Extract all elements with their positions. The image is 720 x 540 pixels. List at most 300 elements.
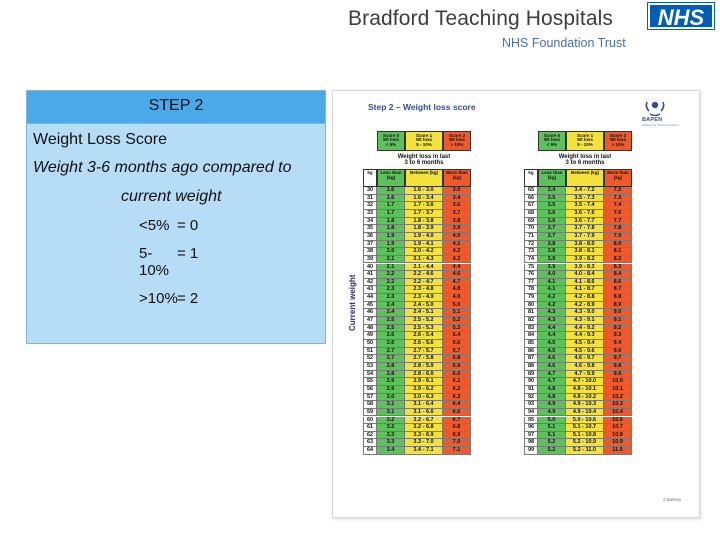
score-range: >10% bbox=[139, 290, 178, 307]
legend-score-1 bbox=[566, 131, 604, 151]
loss-cell: 1.9 bbox=[377, 241, 405, 249]
weight-cell: 38 bbox=[363, 248, 377, 256]
loss-cell: 3.0 - 6.3 bbox=[405, 394, 443, 402]
loss-cell: 3.6 bbox=[538, 210, 566, 218]
table-row bbox=[524, 195, 632, 203]
loss-cell: 3.7 - 7.9 bbox=[566, 233, 604, 241]
loss-cell: 7.4 bbox=[604, 202, 632, 210]
loss-cell: 4.2 - 8.9 bbox=[566, 302, 604, 310]
loss-cell: 5.4 bbox=[443, 332, 471, 340]
loss-cell: 2.1 - 4.3 bbox=[405, 256, 443, 264]
weight-cell: 98 bbox=[524, 439, 538, 447]
weight-cell: 75 bbox=[524, 264, 538, 272]
loss-cell: 3.2 bbox=[377, 424, 405, 432]
legend-score-label: Score 0 bbox=[543, 133, 561, 138]
loss-cell: 3.3 bbox=[377, 439, 405, 447]
loss-cell: 1.6 - 3.0 bbox=[405, 187, 443, 195]
loss-cell: 2.4 - 5.0 bbox=[405, 302, 443, 310]
table-row bbox=[524, 417, 632, 425]
loss-cell: 2.8 - 6.0 bbox=[405, 371, 443, 379]
loss-cell: 5.1 bbox=[443, 309, 471, 317]
loss-cell: 3.4 bbox=[443, 195, 471, 203]
table-row bbox=[363, 447, 471, 455]
legend-line: Wt loss bbox=[609, 137, 626, 143]
table-row bbox=[524, 241, 632, 249]
weight-cell: 86 bbox=[524, 348, 538, 356]
loss-cell: 3.6 - 7.6 bbox=[566, 210, 604, 218]
loss-cell: 9.6 bbox=[604, 348, 632, 356]
table-row bbox=[363, 241, 471, 249]
table-row bbox=[524, 294, 632, 302]
loss-cell: 4.0 bbox=[538, 271, 566, 279]
legend-line: < 5% bbox=[385, 141, 397, 147]
weight-cell: 37 bbox=[363, 241, 377, 249]
loss-cell: 2.5 - 5.2 bbox=[405, 317, 443, 325]
weight-cell: 30 bbox=[363, 187, 377, 195]
loss-cell: 8.9 bbox=[604, 302, 632, 310]
loss-cell: 7.9 bbox=[604, 233, 632, 241]
loss-cell: 9.0 bbox=[604, 309, 632, 317]
legend-line: < 5% bbox=[546, 141, 558, 147]
loss-cell: 2.2 bbox=[377, 279, 405, 287]
loss-cell: 3.5 bbox=[538, 202, 566, 210]
weight-cell: 39 bbox=[363, 256, 377, 264]
loss-cell: 4.7 - 10.0 bbox=[566, 378, 604, 386]
loss-cell: 2.8 bbox=[377, 371, 405, 379]
loss-cell: 4.7 bbox=[538, 371, 566, 379]
loss-cell: 8.2 bbox=[604, 256, 632, 264]
panel-title: Weight Loss Score bbox=[33, 131, 167, 148]
table-row bbox=[524, 340, 632, 348]
loss-cell: 4.5 - 9.4 bbox=[566, 340, 604, 348]
loss-cell: 8.4 bbox=[604, 271, 632, 279]
weight-cell: 48 bbox=[363, 325, 377, 333]
loss-cell: 4.4 - 9.3 bbox=[566, 332, 604, 340]
panel-heading: STEP 2 bbox=[27, 91, 325, 124]
loss-cell: 1.7 - 3.7 bbox=[405, 210, 443, 218]
table-row bbox=[363, 248, 471, 256]
loss-cell: 5.0 - 10.6 bbox=[566, 417, 604, 425]
score-row bbox=[139, 217, 319, 234]
table-heading-line1: Weight loss in last bbox=[558, 154, 612, 160]
weight-cell: 62 bbox=[363, 432, 377, 440]
loss-cell: 4.7 bbox=[443, 279, 471, 287]
loss-cell: 1.6 bbox=[377, 195, 405, 203]
panel-question-line1: Weight 3-6 months ago compared to bbox=[33, 159, 292, 176]
loss-cell: 4.9 bbox=[538, 401, 566, 409]
weight-cell: 85 bbox=[524, 340, 538, 348]
loss-cell: 5.9 bbox=[443, 363, 471, 371]
legend-line: Wt loss bbox=[382, 137, 399, 143]
loss-cell: 3.0 bbox=[377, 394, 405, 402]
loss-cell: 1.8 bbox=[377, 225, 405, 233]
loss-cell: 3.9 - 8.2 bbox=[566, 256, 604, 264]
loss-cell: 4.6 bbox=[538, 355, 566, 363]
loss-cell: 3.4 - 7.1 bbox=[405, 447, 443, 455]
loss-cell: 1.7 - 3.6 bbox=[405, 202, 443, 210]
column-header: kg bbox=[363, 169, 377, 187]
loss-cell: 5.3 bbox=[443, 325, 471, 333]
weight-cell: 90 bbox=[524, 378, 538, 386]
weight-cell: 95 bbox=[524, 417, 538, 425]
loss-cell: 2.3 - 4.8 bbox=[405, 286, 443, 294]
loss-cell: 2.2 - 4.6 bbox=[405, 271, 443, 279]
table-row bbox=[524, 332, 632, 340]
loss-cell: 4.3 bbox=[538, 309, 566, 317]
legend-line: 5 - 10% bbox=[577, 141, 593, 147]
loss-cell: 3.3 - 7.0 bbox=[405, 439, 443, 447]
table-row bbox=[363, 225, 471, 233]
table-row bbox=[524, 325, 632, 333]
legend-line: Wt loss bbox=[576, 137, 593, 143]
loss-cell: 7.2 bbox=[604, 187, 632, 195]
weight-cell: 34 bbox=[363, 218, 377, 226]
table-row bbox=[524, 409, 632, 417]
weight-cell: 99 bbox=[524, 447, 538, 455]
table-row bbox=[363, 218, 471, 226]
loss-cell: 2.2 bbox=[377, 271, 405, 279]
loss-cell: 11.0 bbox=[604, 447, 632, 455]
loss-cell: 3.9 bbox=[443, 225, 471, 233]
nhs-logo: NHS bbox=[648, 3, 714, 29]
loss-cell: 5.2 bbox=[538, 439, 566, 447]
weight-cell: 59 bbox=[363, 409, 377, 417]
weight-loss-chart bbox=[332, 90, 700, 518]
loss-cell: 4.8 bbox=[538, 386, 566, 394]
weight-cell: 57 bbox=[363, 394, 377, 402]
loss-cell: 4.1 - 8.6 bbox=[566, 279, 604, 287]
table-row bbox=[363, 355, 471, 363]
table-row bbox=[524, 248, 632, 256]
loss-cell: 4.5 bbox=[538, 348, 566, 356]
table-row bbox=[363, 439, 471, 447]
loss-cell: 7.8 bbox=[604, 225, 632, 233]
loss-cell: 2.9 - 6.2 bbox=[405, 386, 443, 394]
loss-cell: 3.4 bbox=[538, 187, 566, 195]
bapen-wordmark: BAPEN bbox=[642, 117, 663, 123]
column-header: Between (kg) bbox=[405, 169, 443, 187]
chart-title: Step 2 – Weight loss score bbox=[368, 102, 476, 112]
loss-cell: 5.2 - 11.0 bbox=[566, 447, 604, 455]
loss-cell: 1.7 bbox=[377, 202, 405, 210]
loss-cell: 4.2 bbox=[538, 302, 566, 310]
loss-cell: 2.0 bbox=[377, 248, 405, 256]
loss-cell: 10.0 bbox=[604, 378, 632, 386]
table-row bbox=[524, 271, 632, 279]
loss-cell: 3.2 - 6.8 bbox=[405, 424, 443, 432]
loss-cell: 5.6 bbox=[443, 340, 471, 348]
loss-cell: 2.2 - 4.7 bbox=[405, 279, 443, 287]
loss-cell: 2.6 - 5.4 bbox=[405, 332, 443, 340]
table-heading-line2: 3 to 6 months bbox=[565, 160, 605, 166]
loss-cell: 1.8 bbox=[377, 218, 405, 226]
legend-score-label: Score 1 bbox=[415, 133, 433, 138]
table-row bbox=[524, 394, 632, 402]
table-row bbox=[524, 256, 632, 264]
chart-footer: © BAPEN bbox=[663, 497, 681, 502]
table-row bbox=[363, 187, 471, 195]
loss-cell: 3.9 bbox=[538, 256, 566, 264]
table-row bbox=[363, 309, 471, 317]
loss-cell: 5.1 - 10.8 bbox=[566, 432, 604, 440]
table-row bbox=[363, 401, 471, 409]
axis-label-current-weight: Current weight bbox=[348, 274, 357, 331]
loss-cell: 9.8 bbox=[604, 363, 632, 371]
trust-subtitle: NHS Foundation Trust bbox=[502, 36, 626, 50]
weight-cell: 44 bbox=[363, 294, 377, 302]
loss-cell: 4.6 - 9.7 bbox=[566, 355, 604, 363]
loss-cell: 4.9 - 10.3 bbox=[566, 401, 604, 409]
weight-cell: 96 bbox=[524, 424, 538, 432]
loss-cell: 2.7 bbox=[377, 348, 405, 356]
loss-cell: 1.9 - 4.0 bbox=[405, 233, 443, 241]
table-heading bbox=[538, 154, 632, 166]
loss-cell: 4.4 - 9.2 bbox=[566, 325, 604, 333]
loss-cell: 7.6 bbox=[604, 210, 632, 218]
loss-cell: 5.0 bbox=[538, 417, 566, 425]
weight-cell: 91 bbox=[524, 386, 538, 394]
table-row bbox=[363, 264, 471, 272]
legend-score-2 bbox=[604, 131, 632, 151]
loss-cell: 3.2 - 6.7 bbox=[405, 417, 443, 425]
loss-cell: 3.5 bbox=[538, 195, 566, 203]
loss-cell: 4.5 - 9.6 bbox=[566, 348, 604, 356]
weight-cell: 49 bbox=[363, 332, 377, 340]
table-row bbox=[363, 233, 471, 241]
loss-cell: 3.3 bbox=[377, 432, 405, 440]
table-row bbox=[524, 424, 632, 432]
loss-cell: 4.3 bbox=[538, 317, 566, 325]
weight-cell: 67 bbox=[524, 202, 538, 210]
hospital-title: Bradford Teaching Hospitals bbox=[348, 7, 613, 30]
legend-score-label: Score 2 bbox=[448, 133, 466, 138]
loss-cell: 6.7 bbox=[443, 417, 471, 425]
loss-cell: 4.2 - 8.8 bbox=[566, 294, 604, 302]
loss-cell: 2.1 - 4.4 bbox=[405, 264, 443, 272]
loss-cell: 10.4 bbox=[604, 409, 632, 417]
weight-cell: 46 bbox=[363, 309, 377, 317]
weight-cell: 35 bbox=[363, 225, 377, 233]
loss-cell: 4.1 bbox=[538, 286, 566, 294]
loss-cell: 8.7 bbox=[604, 286, 632, 294]
loss-cell: 2.7 - 5.7 bbox=[405, 348, 443, 356]
weight-cell: 51 bbox=[363, 348, 377, 356]
loss-cell: 3.3 - 6.9 bbox=[405, 432, 443, 440]
weight-cell: 56 bbox=[363, 386, 377, 394]
loss-cell: 3.8 - 8.1 bbox=[566, 248, 604, 256]
weight-cell: 87 bbox=[524, 355, 538, 363]
weight-cell: 58 bbox=[363, 401, 377, 409]
loss-cell: 3.8 bbox=[443, 218, 471, 226]
loss-cell: 10.8 bbox=[604, 432, 632, 440]
loss-cell: 4.4 bbox=[443, 264, 471, 272]
loss-cell: 6.6 bbox=[443, 409, 471, 417]
table-row bbox=[363, 432, 471, 440]
loss-cell: 2.7 bbox=[377, 355, 405, 363]
weight-cell: 43 bbox=[363, 286, 377, 294]
loss-cell: 4.1 bbox=[538, 279, 566, 287]
loss-cell: 5.1 bbox=[538, 432, 566, 440]
loss-cell: 4.8 - 10.2 bbox=[566, 394, 604, 402]
weight-cell: 80 bbox=[524, 302, 538, 310]
weight-cell: 93 bbox=[524, 401, 538, 409]
legend-score-label: Score 1 bbox=[576, 133, 594, 138]
loss-cell: 2.9 bbox=[377, 378, 405, 386]
weight-cell: 78 bbox=[524, 286, 538, 294]
table-row bbox=[363, 371, 471, 379]
loss-cell: 2.4 bbox=[377, 309, 405, 317]
loss-cell: 2.6 - 5.6 bbox=[405, 340, 443, 348]
table-row bbox=[524, 233, 632, 241]
loss-cell: 4.0 bbox=[443, 233, 471, 241]
weight-cell: 76 bbox=[524, 271, 538, 279]
score-value: = 1 bbox=[177, 245, 199, 262]
loss-cell: 3.1 - 6.6 bbox=[405, 409, 443, 417]
table-row bbox=[524, 386, 632, 394]
table-row bbox=[524, 371, 632, 379]
score-row bbox=[139, 290, 319, 307]
loss-cell: 4.0 - 8.4 bbox=[566, 271, 604, 279]
loss-cell: 4.8 bbox=[538, 394, 566, 402]
table-row bbox=[524, 218, 632, 226]
weight-cell: 97 bbox=[524, 432, 538, 440]
weight-cell: 88 bbox=[524, 363, 538, 371]
weight-cell: 66 bbox=[524, 195, 538, 203]
loss-cell: 4.6 - 9.8 bbox=[566, 363, 604, 371]
loss-cell: 6.9 bbox=[443, 432, 471, 440]
table-row bbox=[524, 439, 632, 447]
loss-cell: 2.9 bbox=[377, 386, 405, 394]
loss-cell: 6.3 bbox=[443, 394, 471, 402]
table-row bbox=[363, 302, 471, 310]
weight-cell: 45 bbox=[363, 302, 377, 310]
table-row bbox=[363, 340, 471, 348]
loss-cell: 3.4 - 7.2 bbox=[566, 187, 604, 195]
loss-cell: 4.6 bbox=[538, 363, 566, 371]
column-header: Less than (kg) bbox=[377, 169, 405, 187]
panel-question-line2: current weight bbox=[121, 188, 222, 205]
loss-cell: 3.9 - 8.3 bbox=[566, 264, 604, 272]
table-row bbox=[363, 294, 471, 302]
loss-cell: 5.0 bbox=[443, 302, 471, 310]
table-row bbox=[524, 225, 632, 233]
table-heading-line1: Weight loss in last bbox=[397, 154, 451, 160]
loss-cell: 9.1 bbox=[604, 317, 632, 325]
loss-cell: 10.1 bbox=[604, 386, 632, 394]
loss-cell: 3.7 bbox=[538, 225, 566, 233]
loss-cell: 9.7 bbox=[604, 355, 632, 363]
loss-cell: 2.8 bbox=[377, 363, 405, 371]
score-row bbox=[139, 245, 319, 279]
weight-cell: 92 bbox=[524, 394, 538, 402]
weight-cell: 69 bbox=[524, 218, 538, 226]
table-row bbox=[363, 417, 471, 425]
loss-cell: 2.7 - 5.8 bbox=[405, 355, 443, 363]
loss-cell: 5.1 bbox=[538, 424, 566, 432]
table-row bbox=[524, 363, 632, 371]
loss-cell: 4.9 - 10.4 bbox=[566, 409, 604, 417]
loss-cell: 4.7 - 9.9 bbox=[566, 371, 604, 379]
loss-cell: 4.8 bbox=[443, 286, 471, 294]
column-header: kg bbox=[524, 169, 538, 187]
loss-cell: 8.1 bbox=[604, 248, 632, 256]
loss-cell: 6.2 bbox=[443, 386, 471, 394]
loss-cell: 1.9 - 4.1 bbox=[405, 241, 443, 249]
loss-cell: 5.2 bbox=[443, 317, 471, 325]
loss-cell: 3.7 bbox=[443, 210, 471, 218]
loss-cell: 7.1 bbox=[443, 447, 471, 455]
loss-cell: 6.1 bbox=[443, 378, 471, 386]
loss-cell: 5.7 bbox=[443, 348, 471, 356]
loss-cell: 1.7 bbox=[377, 210, 405, 218]
loss-cell: 9.9 bbox=[604, 371, 632, 379]
loss-cell: 2.3 bbox=[377, 286, 405, 294]
weight-cell: 82 bbox=[524, 317, 538, 325]
bapen-logo-icon bbox=[644, 98, 666, 116]
table-row bbox=[363, 424, 471, 432]
loss-cell: 8.0 bbox=[604, 241, 632, 249]
loss-cell: 3.8 bbox=[538, 248, 566, 256]
loss-cell: 3.8 bbox=[538, 241, 566, 249]
loss-cell: 6.8 bbox=[443, 424, 471, 432]
weight-cell: 54 bbox=[363, 371, 377, 379]
legend-score-0 bbox=[538, 131, 566, 151]
loss-cell: 4.9 bbox=[538, 409, 566, 417]
table-row bbox=[363, 279, 471, 287]
loss-cell: 5.1 - 10.7 bbox=[566, 424, 604, 432]
table-row bbox=[363, 210, 471, 218]
table-row bbox=[363, 409, 471, 417]
table-row bbox=[363, 286, 471, 294]
weight-cell: 64 bbox=[363, 447, 377, 455]
weight-cell: 70 bbox=[524, 225, 538, 233]
loss-cell: 2.5 - 5.3 bbox=[405, 325, 443, 333]
loss-cell: 2.3 bbox=[377, 294, 405, 302]
column-header: Between (kg) bbox=[566, 169, 604, 187]
legend-score-0 bbox=[377, 131, 405, 151]
weight-cell: 63 bbox=[363, 439, 377, 447]
legend-score-2 bbox=[443, 131, 471, 151]
loss-cell: 3.5 - 7.4 bbox=[566, 202, 604, 210]
table-heading bbox=[377, 154, 471, 166]
loss-cell: 3.7 - 7.8 bbox=[566, 225, 604, 233]
table-row bbox=[524, 378, 632, 386]
loss-cell: 3.4 bbox=[377, 447, 405, 455]
legend-line: Wt loss bbox=[448, 137, 465, 143]
loss-cell: 8.3 bbox=[604, 264, 632, 272]
column-header: More than (kg) bbox=[443, 169, 471, 187]
loss-cell: 1.6 - 3.4 bbox=[405, 195, 443, 203]
loss-cell: 4.7 bbox=[538, 378, 566, 386]
loss-cell: 7.0 bbox=[443, 439, 471, 447]
legend-line: 5 - 10% bbox=[416, 141, 432, 147]
loss-cell: 4.1 bbox=[443, 241, 471, 249]
loss-cell: 9.2 bbox=[604, 325, 632, 333]
bapen-tagline: Advancing Clinical Nutrition bbox=[642, 123, 679, 127]
weight-cell: 53 bbox=[363, 363, 377, 371]
table-row bbox=[524, 309, 632, 317]
legend-score-label: Score 0 bbox=[382, 133, 400, 138]
weight-cell: 81 bbox=[524, 309, 538, 317]
weight-cell: 83 bbox=[524, 325, 538, 333]
loss-cell: 3.1 bbox=[377, 401, 405, 409]
loss-cell: 9.3 bbox=[604, 332, 632, 340]
table-row bbox=[363, 325, 471, 333]
loss-cell: 3.2 bbox=[377, 417, 405, 425]
loss-cell: 4.4 bbox=[538, 332, 566, 340]
table-row bbox=[363, 394, 471, 402]
loss-cell: 2.1 bbox=[377, 256, 405, 264]
